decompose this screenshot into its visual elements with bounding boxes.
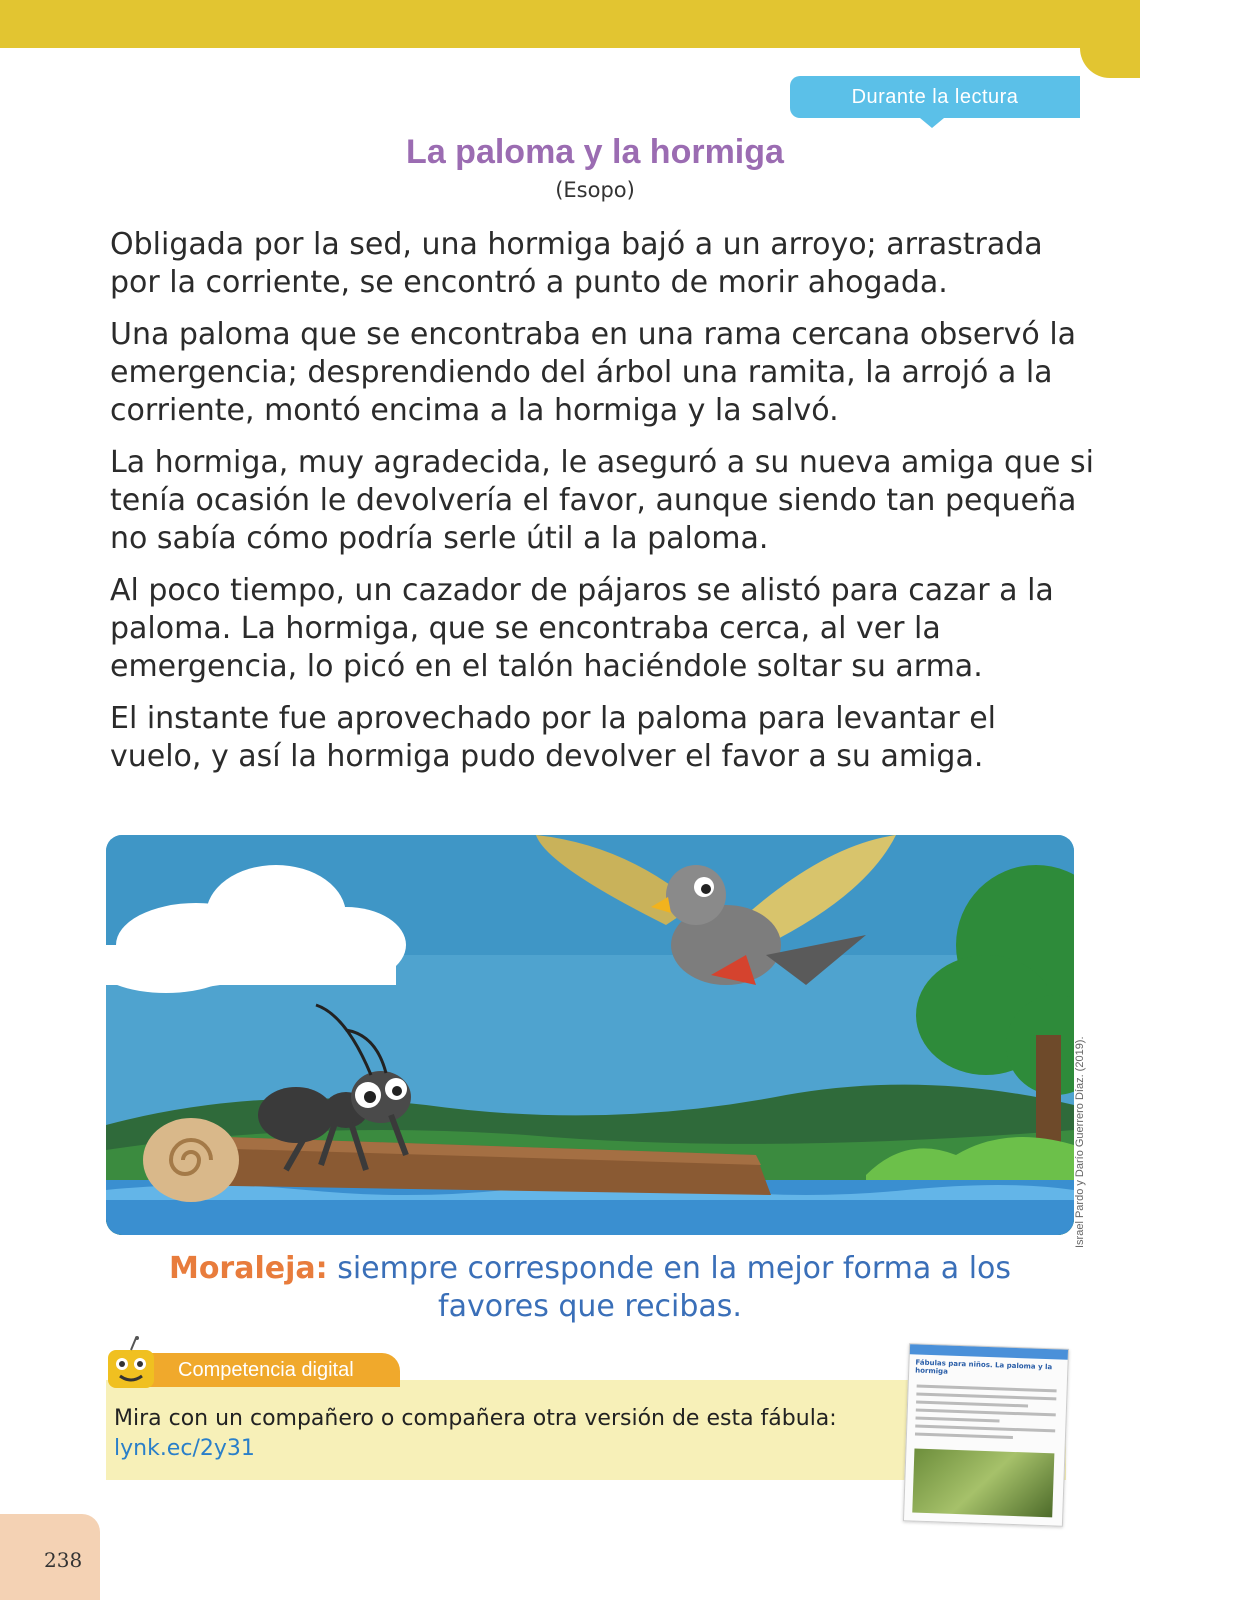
page-number: 238 [44,1548,83,1572]
moral-label: Moraleja: [168,1251,328,1286]
fable-illustration [106,835,1074,1235]
section-tab: Durante la lectura [790,76,1080,118]
thumbnail-image [912,1449,1054,1518]
story-paragraph: Obligada por la sed, una hormiga bajó a un arroyo; arrastrada por la corriente, se encontró a punto de morir ahogada. [110,227,1043,300]
story-title: La paloma y la hormiga [406,133,784,171]
thumbnail-header-bar [910,1344,1068,1360]
story-author: (Esopo) [555,178,635,202]
moral-text: siempre corresponde en la mejor forma a los favores que recibas. [337,1251,1012,1324]
video-thumbnail[interactable] [903,1343,1069,1526]
digital-link[interactable]: lynk.ec/2y31 [114,1436,255,1461]
story-body [110,226,1095,790]
robot-icon [100,1336,162,1396]
story-paragraph: Una paloma que se encontraba en una rama cercana observó la emergencia; desprendiendo del árbol una ramita, la arrojó a la corriente, montó encima a la hormiga y la salvó. [110,317,1077,428]
digital-instruction: Mira con un compañero o compañera otra versión de esta fábula: [114,1406,837,1431]
thumbnail-text-lines [915,1385,1057,1446]
illustration-credit: Israel Pardo y Darío Guerrero Díaz. (2019). [1074,1036,1086,1248]
digital-competence-tab: Competencia digital [140,1353,400,1387]
top-band-corner [1080,48,1140,78]
story-paragraph: Al poco tiempo, un cazador de pájaros se alistó para cazar a la paloma. La hormiga, que se encontraba cerca, al ver la emergencia, lo picó en el talón haciéndole soltar su arma. [110,573,1054,684]
story-paragraph: La hormiga, muy agradecida, le aseguró a su nueva amiga que si tenía ocasión le devolvería el favor, aunque siendo tan pequeña no sabía cómo podría serle útil a la paloma. [110,445,1094,556]
thumbnail-title: Fábulas para niños. La paloma y la hormiga [915,1358,1053,1376]
moral [140,1250,1040,1326]
story-paragraph: El instante fue aprovechado por la paloma para levantar el vuelo, y así la hormiga pudo devolver el favor a su amiga. [110,701,996,774]
top-color-band [0,0,1140,48]
